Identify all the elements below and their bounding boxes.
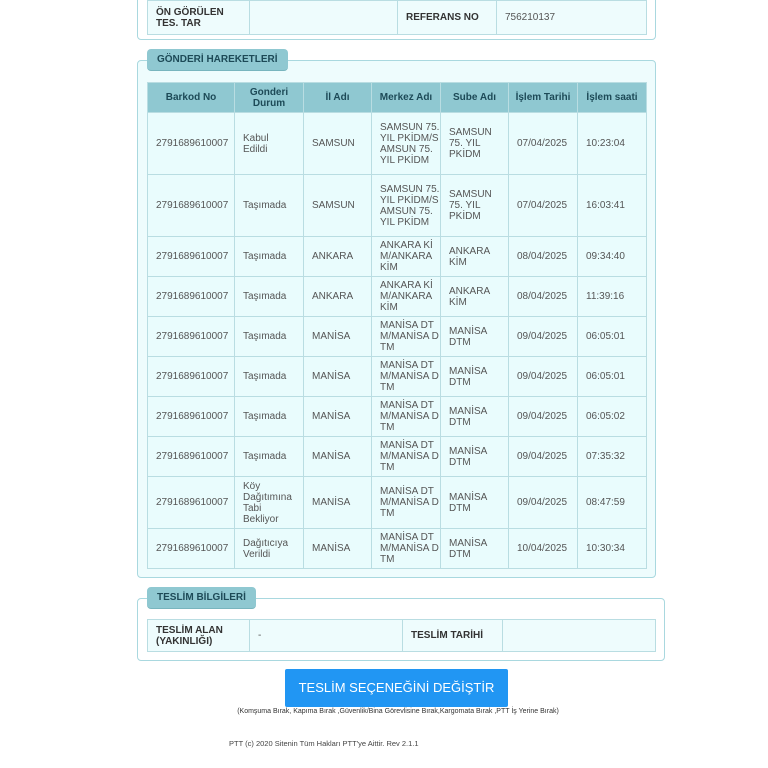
shipment-movements-title: GÖNDERİ HAREKETLERİ (147, 49, 288, 71)
cell-center: MANİSA DTM/MANİSA DTM (372, 437, 441, 477)
cell-center: MANİSA DTM/MANİSA DTM (372, 477, 441, 529)
column-header-barcode: Barkod No (148, 83, 235, 113)
cell-status: Taşımada (235, 277, 304, 317)
cell-date: 09/04/2025 (509, 397, 578, 437)
cell-city: MANİSA (304, 529, 372, 569)
receiver-value: - (250, 620, 403, 652)
estimated-date-value (250, 1, 398, 35)
cell-time: 08:47:59 (578, 477, 647, 529)
table-row (148, 277, 647, 317)
cell-city: SAMSUN (304, 175, 372, 237)
cell-branch: MANİSA DTM (441, 437, 509, 477)
table-row (148, 529, 647, 569)
cell-date: 09/04/2025 (509, 317, 578, 357)
column-header-city: İl Adı (304, 83, 372, 113)
cell-status: Taşımada (235, 437, 304, 477)
cell-center: ANKARA KİM/ANKARA KİM (372, 277, 441, 317)
table-row (148, 175, 647, 237)
cell-city: MANİSA (304, 477, 372, 529)
cell-time: 07:35:32 (578, 437, 647, 477)
table-row (148, 357, 647, 397)
cell-status: Taşımada (235, 357, 304, 397)
delivery-date-value (503, 620, 656, 652)
delivery-date-label: TESLİM TARİHİ (403, 620, 503, 652)
cell-branch: SAMSUN 75. YIL PKİDM (441, 175, 509, 237)
cell-barcode: 2791689610007 (148, 237, 235, 277)
cell-date: 09/04/2025 (509, 437, 578, 477)
cell-date: 08/04/2025 (509, 277, 578, 317)
cell-status: Taşımada (235, 397, 304, 437)
cell-center: MANİSA DTM/MANİSA DTM (372, 397, 441, 437)
table-row (148, 317, 647, 357)
cell-barcode: 2791689610007 (148, 277, 235, 317)
cell-branch: SAMSUN 75. YIL PKİDM (441, 113, 509, 175)
cell-time: 06:05:01 (578, 317, 647, 357)
cell-branch: MANİSA DTM (441, 317, 509, 357)
cell-status: Kabul Edildi (235, 113, 304, 175)
shipment-movements-table (147, 82, 647, 569)
cell-branch: ANKARA KİM (441, 277, 509, 317)
cell-city: ANKARA (304, 277, 372, 317)
delivery-options-note: (Komşuma Bırak, Kapıma Bırak ,Güvenlik/Bina Görevlisine Bırak,Kargomata Bırak ,PTT İş Yerine Bırak) (237, 708, 559, 715)
change-delivery-option-button[interactable]: TESLİM SEÇENEĞİNİ DEĞİŞTİR (285, 669, 508, 707)
reference-no-value: 756210137 (497, 1, 647, 35)
table-row (148, 437, 647, 477)
cell-status: Taşımada (235, 237, 304, 277)
column-header-time: İşlem saati (578, 83, 647, 113)
footer-copyright: PTT (c) 2020 Sitenin Tüm Hakları PTT'ye Aittir. Rev 2.1.1 (229, 739, 419, 748)
cell-status: Köy Dağıtımına Tabi Bekliyor (235, 477, 304, 529)
table-row (148, 477, 647, 529)
delivery-info-title: TESLİM BİLGİLERİ (147, 587, 256, 609)
cell-city: MANİSA (304, 397, 372, 437)
cell-branch: MANİSA DTM (441, 397, 509, 437)
cell-time: 16:03:41 (578, 175, 647, 237)
cell-status: Dağıtıcıya Verildi (235, 529, 304, 569)
cell-center: ANKARA KİM/ANKARA KİM (372, 237, 441, 277)
cell-barcode: 2791689610007 (148, 113, 235, 175)
table-row (148, 237, 647, 277)
cell-barcode: 2791689610007 (148, 175, 235, 237)
cell-time: 09:34:40 (578, 237, 647, 277)
cell-branch: ANKARA KİM (441, 237, 509, 277)
cell-city: ANKARA (304, 237, 372, 277)
column-header-branch: Sube Adı (441, 83, 509, 113)
cell-city: SAMSUN (304, 113, 372, 175)
cell-time: 11:39:16 (578, 277, 647, 317)
cell-time: 10:23:04 (578, 113, 647, 175)
cell-branch: MANİSA DTM (441, 529, 509, 569)
cell-date: 07/04/2025 (509, 175, 578, 237)
cell-barcode: 2791689610007 (148, 437, 235, 477)
table-row (148, 397, 647, 437)
cell-city: MANİSA (304, 317, 372, 357)
cell-center: MANİSA DTM/MANİSA DTM (372, 529, 441, 569)
cell-center: MANİSA DTM/MANİSA DTM (372, 357, 441, 397)
shipment-info-table (147, 0, 647, 35)
cell-status: Taşımada (235, 175, 304, 237)
column-header-status: Gonderi Durum (235, 83, 304, 113)
cell-center: SAMSUN 75. YIL PKİDM/SAMSUN 75. YIL PKİDM (372, 175, 441, 237)
cell-time: 06:05:01 (578, 357, 647, 397)
cell-center: MANİSA DTM/MANİSA DTM (372, 317, 441, 357)
cell-barcode: 2791689610007 (148, 397, 235, 437)
table-row (148, 113, 647, 175)
cell-date: 08/04/2025 (509, 237, 578, 277)
column-header-center: Merkez Adı (372, 83, 441, 113)
cell-date: 09/04/2025 (509, 357, 578, 397)
cell-time: 06:05:02 (578, 397, 647, 437)
cell-barcode: 2791689610007 (148, 357, 235, 397)
receiver-label: TESLİM ALAN (YAKINLIĞI) (148, 620, 250, 652)
delivery-info-table (147, 619, 656, 652)
cell-center: SAMSUN 75. YIL PKİDM/SAMSUN 75. YIL PKİDM (372, 113, 441, 175)
cell-city: MANİSA (304, 437, 372, 477)
cell-barcode: 2791689610007 (148, 477, 235, 529)
estimated-date-label: ÖN GÖRÜLEN TES. TAR (148, 1, 250, 35)
cell-date: 10/04/2025 (509, 529, 578, 569)
cell-date: 09/04/2025 (509, 477, 578, 529)
reference-no-label: REFERANS NO (398, 1, 497, 35)
cell-city: MANİSA (304, 357, 372, 397)
cell-branch: MANİSA DTM (441, 477, 509, 529)
cell-time: 10:30:34 (578, 529, 647, 569)
cell-barcode: 2791689610007 (148, 317, 235, 357)
cell-date: 07/04/2025 (509, 113, 578, 175)
cell-branch: MANİSA DTM (441, 357, 509, 397)
cell-barcode: 2791689610007 (148, 529, 235, 569)
column-header-date: İşlem Tarihi (509, 83, 578, 113)
cell-status: Taşımada (235, 317, 304, 357)
